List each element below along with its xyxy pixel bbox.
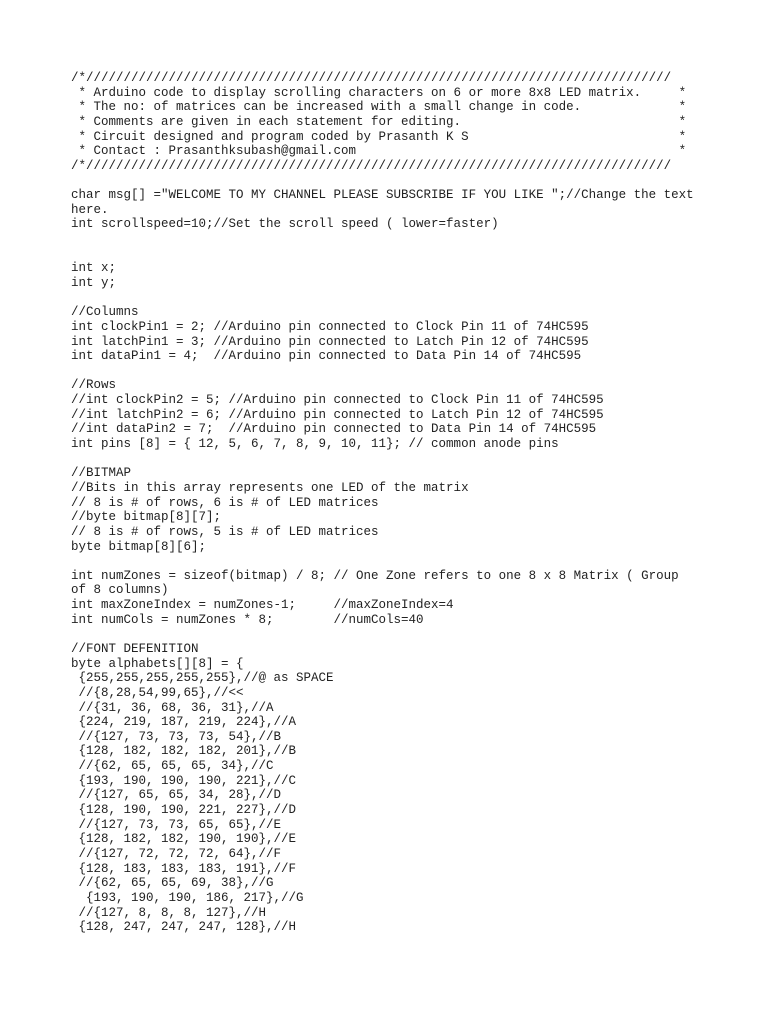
code-line: {128, 247, 247, 247, 128},//H: [71, 920, 297, 935]
code-line: //{8,28,54,99,65},//<<: [71, 685, 244, 700]
code-line: //{127, 8, 8, 8, 127},//H: [71, 905, 267, 920]
code-line: int numCols = numZones * 8; //numCols=40: [71, 612, 424, 627]
code-line: {128, 182, 182, 182, 201},//B: [71, 744, 297, 759]
code-line: [71, 364, 711, 379]
code-line: {193, 190, 190, 190, 221},//C: [71, 773, 297, 788]
code-line: * Arduino code to display scrolling characters on 6 or more 8x8 LED matrix. *: [71, 85, 687, 100]
code-line: // 8 is # of rows, 5 is # of LED matrices: [71, 524, 379, 539]
code-line: {128, 183, 183, 183, 191},//F: [71, 861, 297, 876]
code-line: int scrollspeed=10;//Set the scroll speed ( lower=faster): [71, 217, 499, 232]
code-line: byte bitmap[8][6];: [71, 539, 207, 554]
code-line: int pins [8] = { 12, 5, 6, 7, 8, 9, 10, 11}; // common anode pins: [71, 437, 559, 452]
code-line: // 8 is # of rows, 6 is # of LED matrices: [71, 495, 379, 510]
code-line: {193, 190, 190, 186, 217},//G: [71, 890, 304, 905]
code-line: int numZones = sizeof(bitmap) / 8; // One Zone refers to one 8 x 8 Matrix ( Group: [71, 568, 679, 583]
code-line: {224, 219, 187, 219, 224},//A: [71, 715, 297, 730]
code-line: [71, 247, 711, 262]
code-line: {128, 182, 182, 190, 190},//E: [71, 832, 297, 847]
code-line: [71, 232, 711, 247]
code-line: //BITMAP: [71, 466, 132, 481]
code-line: //{62, 65, 65, 69, 38},//G: [71, 876, 274, 891]
code-line: //{127, 72, 72, 72, 64},//F: [71, 846, 282, 861]
code-line: int latchPin1 = 3; //Arduino pin connected to Latch Pin 12 of 74HC595: [71, 334, 589, 349]
code-line: //{127, 73, 73, 73, 54},//B: [71, 729, 282, 744]
code-line: int clockPin1 = 2; //Arduino pin connected to Clock Pin 11 of 74HC595: [71, 319, 589, 334]
code-line: * Contact : Prasanthksubash@gmail.com *: [71, 144, 687, 159]
code-line: [71, 627, 711, 642]
code-line: //Rows: [71, 378, 117, 393]
code-document: [71, 71, 711, 935]
code-line: [71, 173, 711, 188]
code-line: int x;: [71, 261, 117, 276]
code-line: /*//////////////////////////////////////////////////////////////////////////////: [71, 71, 672, 85]
code-line: //{31, 36, 68, 36, 31},//A: [71, 700, 274, 715]
code-line: //int clockPin2 = 5; //Arduino pin connected to Clock Pin 11 of 74HC595: [71, 393, 604, 408]
code-line: //{127, 65, 65, 34, 28},//D: [71, 788, 282, 803]
code-line: //byte bitmap[8][7];: [71, 510, 222, 525]
code-line: //{62, 65, 65, 65, 34},//C: [71, 759, 274, 774]
code-line: {128, 190, 190, 221, 227},//D: [71, 803, 297, 818]
code-line: byte alphabets[][8] = {: [71, 656, 244, 671]
code-line: //int latchPin2 = 6; //Arduino pin connected to Latch Pin 12 of 74HC595: [71, 407, 604, 422]
code-line: {255,255,255,255,255},//@ as SPACE: [71, 671, 334, 686]
code-line: //{127, 73, 73, 65, 65},//E: [71, 817, 282, 832]
code-line: int maxZoneIndex = numZones-1; //maxZoneIndex=4: [71, 598, 454, 613]
code-line: /*//////////////////////////////////////////////////////////////////////////////: [71, 158, 672, 173]
code-line: //FONT DEFENITION: [71, 641, 199, 656]
code-line: * Comments are given in each statement for editing. *: [71, 114, 687, 129]
code-line: char msg[] ="WELCOME TO MY CHANNEL PLEASE SUBSCRIBE IF YOU LIKE ";//Change the text: [71, 188, 694, 203]
code-line: //Columns: [71, 305, 139, 320]
code-line: [71, 554, 711, 569]
code-line: //Bits in this array represents one LED of the matrix: [71, 480, 469, 495]
code-line: [71, 291, 711, 306]
code-line: * The no: of matrices can be increased with a small change in code. *: [71, 100, 687, 115]
code-line: here.: [71, 202, 109, 217]
code-line: * Circuit designed and program coded by Prasanth K S *: [71, 129, 687, 144]
code-line: int dataPin1 = 4; //Arduino pin connected to Data Pin 14 of 74HC595: [71, 349, 582, 364]
code-line: [71, 452, 711, 467]
code-line: int y;: [71, 275, 117, 290]
code-line: //int dataPin2 = 7; //Arduino pin connected to Data Pin 14 of 74HC595: [71, 422, 597, 437]
code-line: of 8 columns): [71, 583, 169, 598]
